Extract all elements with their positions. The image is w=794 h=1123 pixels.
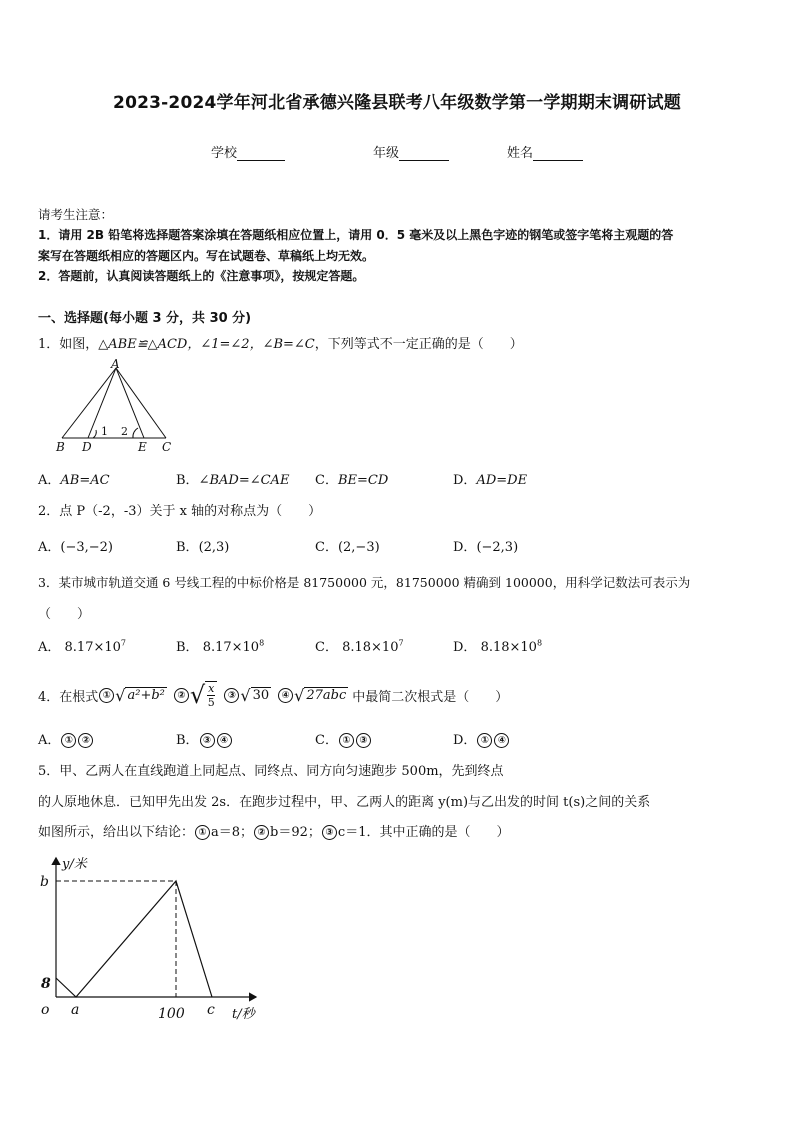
school-blank[interactable]: [237, 146, 285, 161]
label-angle-2: 2: [121, 425, 128, 438]
fraction-denominator: 5: [207, 696, 215, 709]
option-text: (−2,3): [476, 540, 519, 555]
option-exponent: 7: [120, 638, 127, 648]
option-exponent: 8: [259, 638, 265, 648]
option-text: (−3,−2): [60, 540, 113, 555]
radicand: a²+b²: [127, 688, 165, 703]
q4-stem-prefix: 4．在根式: [38, 689, 99, 705]
q3-option-a[interactable]: [38, 636, 126, 655]
option-letter: C．: [315, 473, 338, 488]
label-angle-1: 1: [101, 425, 108, 438]
radical-sign: √: [240, 685, 251, 705]
label-d: D: [82, 440, 92, 454]
option-letter: A．: [38, 473, 61, 488]
circled-number: ②: [174, 688, 189, 703]
grade-field[interactable]: [373, 142, 449, 161]
option-letter: D．: [453, 540, 477, 555]
angle-1-arc: [93, 430, 96, 438]
label-b: B: [56, 440, 65, 454]
option-mantissa: 8.17×10: [64, 640, 121, 655]
name-blank[interactable]: [533, 146, 583, 161]
option-letter: D．: [453, 640, 477, 655]
q1-stem-prefix: 1．如图，: [38, 337, 99, 352]
option-mantissa: 8.18×10: [480, 640, 537, 655]
q1-option-c[interactable]: [315, 469, 388, 488]
option-mantissa: 8.18×10: [342, 640, 399, 655]
option-letter: D．: [453, 733, 477, 748]
q4-option-c[interactable]: [315, 729, 372, 748]
section-heading: 一、选择题(每小题 3 分，共 30 分): [38, 311, 252, 326]
angle-2-arc: [133, 428, 138, 438]
q5-line3-prefix: 如图所示，给出以下结论：: [38, 825, 195, 840]
option-text: (2,−3): [337, 540, 380, 555]
q4-option-a[interactable]: [38, 729, 94, 748]
option-exponent: 8: [536, 638, 543, 648]
option-letter: B．: [176, 733, 199, 748]
q3-option-c[interactable]: [315, 636, 404, 655]
q3-option-d[interactable]: [453, 636, 542, 655]
circled-number: ②: [254, 825, 269, 840]
q4-option-b[interactable]: [176, 729, 233, 748]
q1-triangle-figure: [50, 358, 180, 458]
conclusion-2: b＝92；: [270, 825, 321, 840]
label-c: C: [162, 440, 172, 454]
q1-option-d[interactable]: [453, 469, 527, 488]
circled-number: ③: [200, 733, 215, 748]
conclusion-3: c＝1．其中正确的是（ ）: [337, 825, 510, 840]
q2-option-b[interactable]: [176, 536, 229, 555]
fraction-radicand: [205, 681, 217, 709]
t-axis-label: t/秒: [232, 1007, 255, 1022]
page-title: 2023-2024学年河北省承德兴隆县联考八年级数学第一学期期末调研试题: [113, 93, 681, 113]
circled-number: ②: [78, 733, 93, 748]
name-field[interactable]: [507, 142, 583, 161]
q2-option-a[interactable]: [38, 536, 113, 555]
option-letter: B．: [176, 540, 199, 555]
circled-number: ③: [356, 733, 371, 748]
option-text: BE=CD: [337, 473, 389, 488]
option-letter: A．: [38, 640, 61, 655]
radicand: 27abc: [306, 688, 347, 703]
q2-option-d[interactable]: [453, 536, 518, 555]
option-letter: C．: [315, 540, 338, 555]
tick-label-a: a: [71, 1002, 80, 1018]
circled-number: ①: [477, 733, 492, 748]
q4-stem-suffix: 中最简二次根式是（ ）: [352, 689, 509, 705]
grade-label: 年级: [373, 146, 400, 161]
radicand: 30: [252, 688, 270, 703]
label-e: E: [138, 440, 147, 454]
q1-stem: [38, 333, 523, 352]
option-letter: D．: [453, 473, 477, 488]
notice-line2: 2．答题前，认真阅读答题纸上的《注意事项》，按规定答题。: [38, 269, 365, 283]
radical-sign: √: [294, 685, 305, 705]
option-text: AB=AC: [60, 473, 110, 488]
q3-stem-paren: （ ）: [38, 607, 91, 622]
circled-number: ①: [195, 825, 210, 840]
circled-number: ③: [224, 688, 239, 703]
name-label: 姓名: [507, 146, 534, 161]
q1-stem-suffix: ，下列等式不一定正确的是（ ）: [314, 337, 523, 352]
q5-line3: [38, 821, 509, 840]
q5-line1: 5．甲、乙两人在直线跑道上同起点、同终点、同方向匀速跑步 500m，先到终点: [38, 764, 504, 779]
circled-number: ④: [217, 733, 232, 748]
q3-option-b[interactable]: [176, 636, 264, 655]
q4-option-d[interactable]: [453, 729, 510, 748]
y-axis-label: y/米: [62, 857, 87, 872]
circled-number: ①: [61, 733, 76, 748]
grade-blank[interactable]: [399, 146, 449, 161]
circled-number: ①: [99, 688, 114, 703]
tick-label-100: 100: [158, 1006, 185, 1022]
option-letter: C．: [315, 640, 338, 655]
notice-line1b: 案写在答题纸相应的答题区内。写在试题卷、草稿纸上均无效。: [38, 249, 375, 263]
option-letter: A．: [38, 733, 61, 748]
option-letter: C．: [315, 733, 338, 748]
notice-line1a: 1．请用 2B 铅笔将选择题答案涂填在答题纸相应位置上，请用 0．5 毫米及以上黑色字迹的钢笔或签字笔将主观题的答: [38, 228, 674, 242]
fraction-numerator: x: [208, 682, 215, 695]
option-letter: A．: [38, 540, 61, 555]
label-a: A: [111, 358, 120, 371]
circled-number: ④: [278, 688, 293, 703]
q5-line2: 的人原地休息．已知甲先出发 2s．在跑步过程中，甲、乙两人的距离 y(m)与乙出发的时间 t(s)之间的关系: [38, 795, 651, 810]
origin-label: o: [41, 1002, 50, 1018]
tick-label-8: 8: [41, 976, 51, 992]
circled-number: ①: [339, 733, 354, 748]
notice-heading: 请考生注意：: [38, 207, 114, 222]
option-exponent: 7: [398, 638, 404, 648]
distance-polyline: [56, 881, 212, 997]
circled-number: ③: [322, 825, 337, 840]
q5-distance-time-graph: [36, 852, 266, 1024]
q1-stem-math: △ABE≌△ACD，∠1=∠2，∠B=∠C: [98, 337, 315, 352]
q1-option-a[interactable]: [38, 469, 110, 488]
tick-label-c: c: [207, 1002, 215, 1018]
option-mantissa: 8.17×10: [202, 640, 260, 655]
q3-stem: 3．某市城市轨道交通 6 号线工程的中标价格是 81750000 元，81750000 精确到 100000，用科学记数法可表示为: [38, 575, 691, 590]
tick-label-b: b: [40, 874, 49, 890]
radical-sign: √: [189, 681, 206, 709]
option-text: AD=DE: [476, 473, 528, 488]
school-field[interactable]: [211, 142, 285, 161]
school-label: 学校: [211, 146, 238, 161]
q2-option-c[interactable]: [315, 536, 380, 555]
option-letter: B．: [176, 473, 199, 488]
option-letter: B．: [176, 640, 199, 655]
option-text: (2,3): [198, 540, 230, 555]
q1-option-b[interactable]: [176, 469, 289, 488]
q2-stem: 2．点 P（-2，-3）关于 x 轴的对称点为（ ）: [38, 504, 322, 519]
q4-stem: [38, 677, 508, 713]
circled-number: ④: [494, 733, 509, 748]
option-text: ∠BAD=∠CAE: [198, 473, 290, 488]
conclusion-1: a＝8；: [211, 825, 254, 840]
radical-sign: √: [115, 685, 126, 705]
